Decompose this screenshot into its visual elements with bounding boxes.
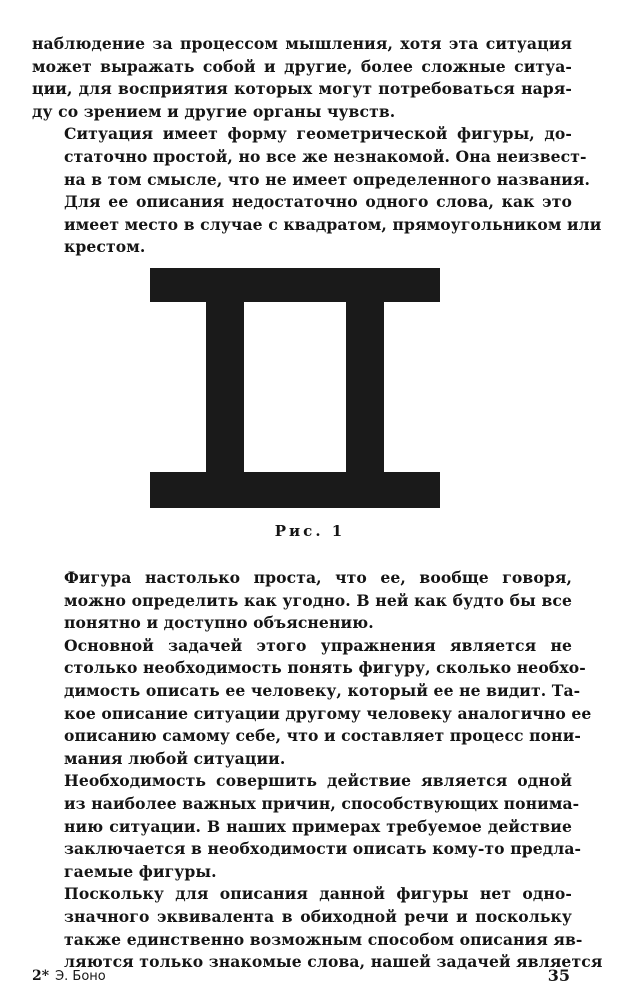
paragraph bbox=[32, 635, 592, 771]
text-line: описанию самому себе, что и составляет процесс пони- bbox=[64, 726, 581, 746]
page-number: 35 bbox=[547, 966, 570, 985]
paragraph bbox=[32, 883, 603, 973]
text-line: ду со зрением и другие органы чувств. bbox=[32, 101, 396, 121]
text-line: Поскольку для описания данной фигуры нет одно- bbox=[64, 884, 572, 904]
figure-1 bbox=[150, 268, 440, 508]
text-line: Основной задачей этого упражнения является не bbox=[64, 635, 572, 655]
text-line: можно определить как угодно. В ней как будто бы все bbox=[64, 590, 572, 610]
text-line: понятно и доступно объяснению. bbox=[64, 613, 374, 633]
text-line: Необходимость совершить действие является одной bbox=[64, 771, 572, 791]
text-line: Ситуация имеет форму геометрической фигуры, до- bbox=[64, 124, 572, 144]
text-line: мания любой ситуации. bbox=[64, 748, 286, 768]
text-line: может выражать собой и другие, более сложные ситуа- bbox=[32, 56, 572, 76]
text-line: имеет место в случае с квадратом, прямоугольником или bbox=[64, 214, 602, 234]
page-footer-signature bbox=[32, 968, 106, 984]
text-line: заключается в необходимости описать кому-то предла- bbox=[64, 839, 582, 859]
running-author: Э. Боно bbox=[55, 969, 106, 984]
text-line: ции, для восприятия которых могут потребоваться наря- bbox=[32, 79, 572, 99]
paragraph bbox=[32, 33, 572, 123]
text-line: из наиболее важных причин, способствующих понима- bbox=[64, 793, 580, 813]
text-line: Фигура настолько проста, что ее, вообще говоря, bbox=[64, 568, 572, 587]
text-line: кое описание ситуации другому человеку аналогично ее bbox=[64, 703, 592, 723]
figure-caption: Рис. 1 bbox=[274, 522, 346, 540]
text-block-bottom bbox=[32, 567, 603, 974]
text-line: на в том смысле, что не имеет определенного названия. bbox=[64, 169, 591, 189]
paragraph bbox=[32, 567, 572, 635]
geometric-figure bbox=[150, 268, 440, 508]
text-line: статочно простой, но все же незнакомой. Она неизвест- bbox=[64, 146, 587, 166]
paragraph bbox=[32, 770, 582, 883]
text-block-top bbox=[32, 33, 602, 259]
figure-left-post bbox=[206, 302, 244, 472]
text-line: димость описать ее человеку, который ее не видит. Та- bbox=[64, 680, 581, 700]
text-line: крестом. bbox=[64, 237, 146, 257]
text-line: Для ее описания недостаточно одного слова, как это bbox=[64, 192, 572, 212]
figure-top-bar bbox=[150, 268, 440, 302]
text-line: ляются только знакомые слова, нашей задачей является bbox=[64, 952, 603, 972]
paragraph bbox=[32, 123, 602, 259]
text-line: столько необходимость понять фигуру, сколько необхо- bbox=[64, 658, 586, 678]
text-line: значного эквивалента в обиходной речи и поскольку bbox=[64, 906, 572, 926]
text-line: наблюдение за процессом мышления, хотя эта ситуация bbox=[32, 34, 572, 53]
figure-bottom-bar bbox=[150, 472, 440, 508]
text-line: также единственно возможным способом описания яв- bbox=[64, 929, 583, 949]
text-line: гаемые фигуры. bbox=[64, 861, 217, 881]
figure-right-post bbox=[346, 302, 384, 472]
signature-mark: 2* bbox=[32, 968, 50, 984]
text-line: нию ситуации. В наших примерах требуемое действие bbox=[64, 816, 572, 836]
